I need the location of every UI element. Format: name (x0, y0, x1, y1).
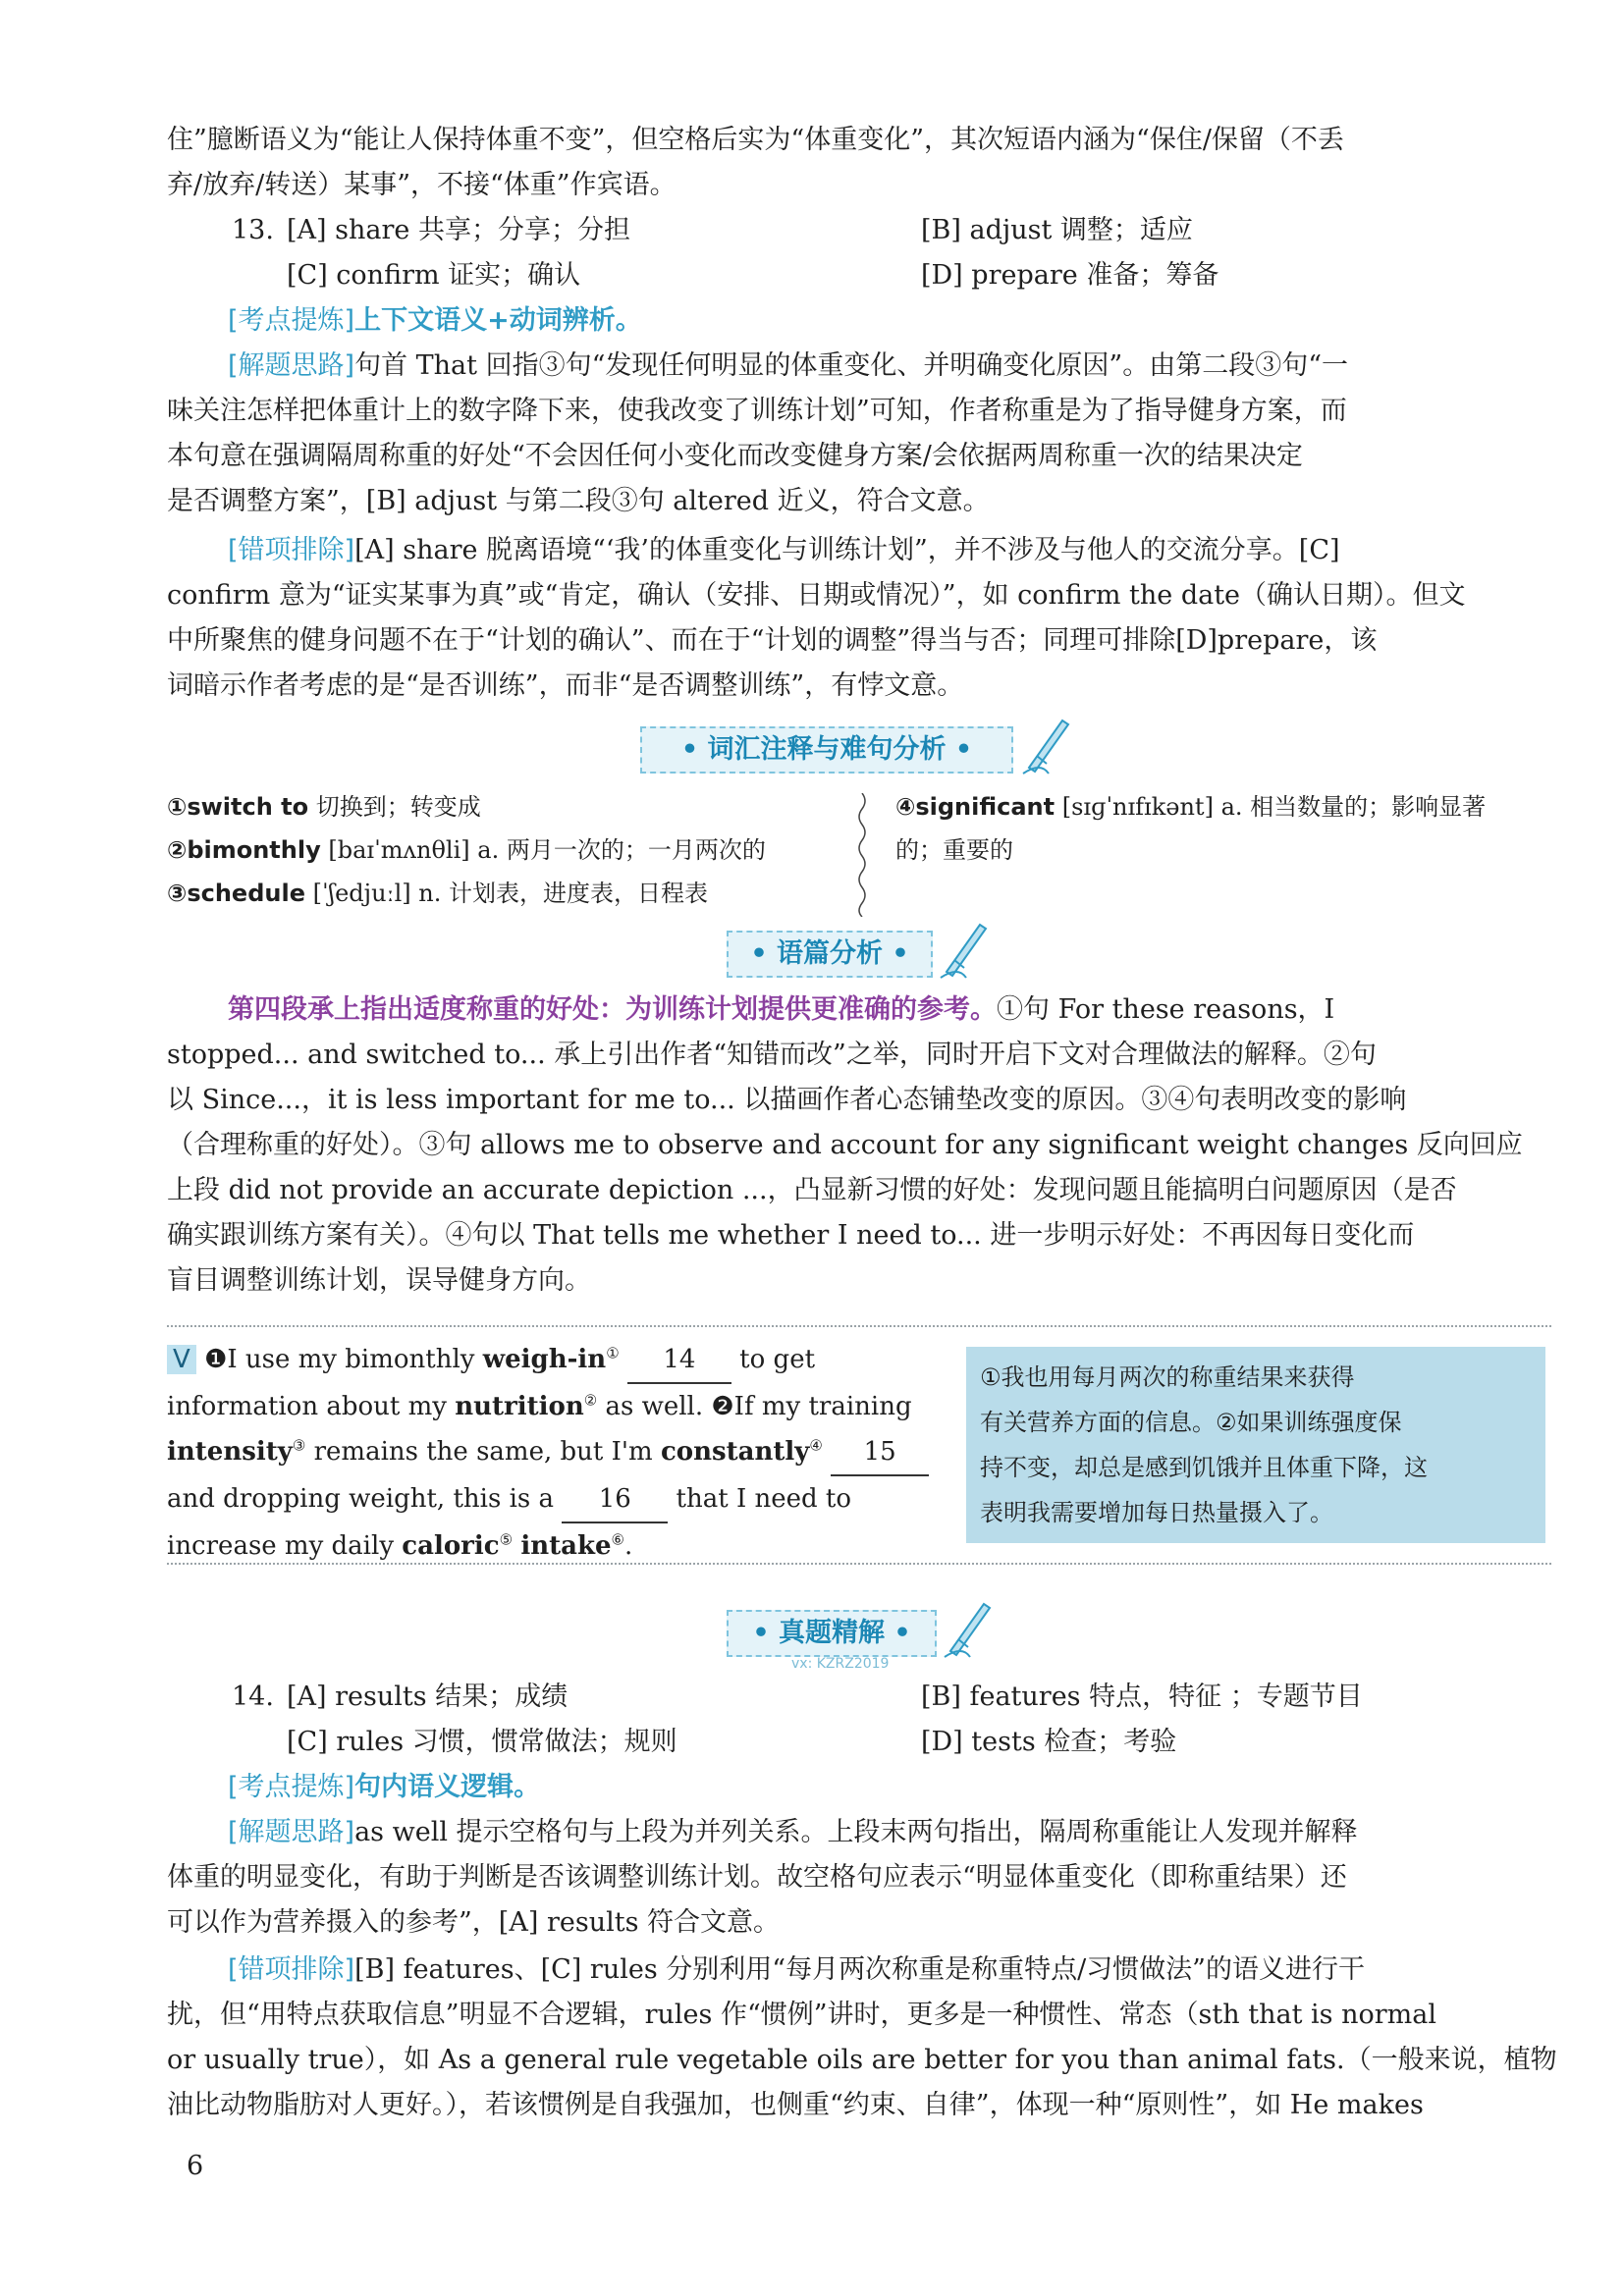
intro-paragraph (167, 118, 1551, 208)
vocab-item: ①switch to 切换到；转变成 (167, 793, 481, 821)
footnote-mark: ⑤ (499, 1530, 514, 1549)
text-line: 确实跟训练方案有关）。④句以 That tells me whether I need to... 进一步明示好处：不再因每日变化而 (167, 1220, 1415, 1251)
dotted-divider (167, 1325, 1551, 1327)
passage-text: increase my daily (167, 1531, 403, 1561)
elimination-tag: [错项排除] (228, 535, 355, 565)
option-c: [C] rules 习惯，惯常做法；规则 (287, 1727, 677, 1757)
text-line: 本句意在强调隔周称重的好处“不会因任何小变化而改变健身方案/会依据两周称重一次的结果决定 (167, 441, 1303, 471)
pen-icon (937, 917, 992, 982)
keyword: constantly (660, 1437, 810, 1467)
passage-text: as well. ❷If my training (597, 1392, 912, 1421)
footnote-mark: ④ (809, 1436, 823, 1455)
blank-14: 14 (627, 1337, 731, 1384)
page-number: 6 (187, 2151, 204, 2181)
q13-key-point (167, 298, 1551, 344)
passage-text: that I need to (668, 1484, 852, 1514)
vocab-item: ③schedule [ˈʃedjuːl] n. 计划表，进度表，日程表 (167, 880, 709, 907)
key-point-text: 上下文语义+动词辨析。 (354, 305, 642, 336)
option-b: [B] features 特点，特征 ；专题节目 (921, 1682, 1363, 1712)
text-line: 上段 did not provide an accurate depiction ...，凸显新习惯的好处：发现问题且能搞明白问题原因（是否 (167, 1175, 1457, 1205)
footnote-mark: ③ (292, 1436, 306, 1455)
text-line: confirm 意为“证实某事为真”或“肯定，确认（安排、日期或情况）”，如 confirm the date（确认日期）。但文 (167, 580, 1466, 611)
text-line: stopped... and switched to... 承上引出作者“知错而改”之举，同时开启下文对合理做法的解释。②句 (167, 1040, 1377, 1070)
option-a: [A] share 共享；分享；分担 (287, 215, 630, 245)
q13-elimination (167, 528, 1551, 709)
text-line: 味关注怎样把体重计上的数字降下来，使我改变了训练计划”可知，作者称重是为了指导健身方案，而 (167, 396, 1347, 426)
vocab-item: ④significant [sɪɡˈnɪfɪkənt] a. 相当数量的；影响显著 (895, 793, 1487, 821)
analysis-banner: • 语篇分析 • (727, 931, 933, 978)
translation-line: 有关营养方面的信息。②如果训练强度保 (980, 1409, 1402, 1436)
key-point-tag: [考点提炼] (228, 1772, 355, 1802)
text-line: 油比动物脂肪对人更好。），若该惯例是自我强加，也侧重“约束、自律”，体现一种“原则性”，如 He makes (167, 2090, 1424, 2120)
text-line: 以 Since...，it is less important for me to... 以描画作者心态铺垫改变的原因。③④句表明改变的影响 (167, 1085, 1407, 1115)
keyword: nutrition (455, 1392, 584, 1421)
keyword: caloric (402, 1531, 500, 1561)
option-b: [B] adjust 调整；适应 (921, 215, 1193, 245)
text-line: 弃/放弃/转送）某事”，不接“体重”作宾语。 (167, 170, 677, 200)
blank-15: 15 (831, 1429, 929, 1476)
solution-tag: [解题思路] (228, 1817, 355, 1847)
q14-elimination (167, 1948, 1557, 2128)
elimination-tag: [错项排除] (228, 1954, 355, 1985)
dotted-divider (167, 1563, 1551, 1565)
text-line: as well 提示空格句与上段为并列关系。上段末两句指出，隔周称重能让人发现并解释 (354, 1817, 1358, 1847)
vocab-item: ②bimonthly [baɪˈmʌnθli] a. 两月一次的；一月两次的 (167, 836, 766, 864)
paragraph-marker: V (167, 1345, 196, 1374)
question-number: 14. (232, 1682, 274, 1712)
q13-solution (167, 344, 1551, 524)
keyword: intensity (167, 1437, 293, 1467)
option-d: [D] tests 检查；考验 (921, 1727, 1177, 1757)
blank-16: 16 (562, 1476, 668, 1523)
wavy-divider (854, 793, 870, 917)
translation-line: ①我也用每月两次的称重结果来获得 (980, 1363, 1355, 1391)
passage-text: remains the same, but I'm (305, 1437, 661, 1467)
passage-text: ❶I use my bimonthly (204, 1345, 483, 1374)
translation-line: 持不变，却总是感到饥饿并且体重下降，这 (980, 1454, 1428, 1481)
pen-icon (1019, 713, 1074, 777)
passage-text: to get (731, 1345, 816, 1374)
q14-key-point (167, 1765, 1551, 1810)
text-line: 盲目调整训练计划，误导健身方向。 (167, 1265, 591, 1296)
watermark: vx: KZRZ2019 (791, 1656, 890, 1672)
option-a: [A] results 结果；成绩 (287, 1682, 568, 1712)
text-line: 体重的明显变化，有助于判断是否该调整训练计划。故空格句应表示“明显体重变化（即称重结果）还 (167, 1862, 1347, 1893)
key-point-text: 句内语义逻辑。 (354, 1772, 541, 1802)
analysis-lead: 第四段承上指出适度称重的好处：为训练计划提供更准确的参考。 (228, 994, 997, 1025)
keyword: weigh-in (482, 1345, 607, 1374)
passage-text: and dropping weight, this is a (167, 1484, 563, 1514)
text-line: 句首 That 回指③句“发现任何明显的体重变化、并明确变化原因”。由第二段③句“一 (354, 350, 1348, 381)
text-line: or usually true），如 As a general rule vegetable oils are better for you than animal fats.（一般来说，植物 (167, 2045, 1557, 2075)
vocab-banner: • 词汇注释与难句分析 • (640, 726, 1013, 774)
option-d: [D] prepare 准备；筹备 (921, 260, 1219, 291)
footnote-mark: ① (606, 1344, 620, 1362)
exam-banner: • 真题精解 • (727, 1610, 937, 1657)
key-point-tag: [考点提炼] (228, 305, 355, 336)
text-line: 中所聚焦的健身问题不在于“计划的确认”、而在于“计划的调整”得当与否；同理可排除[D]prepare，该 (167, 625, 1378, 656)
analysis-paragraph (167, 988, 1551, 1304)
footnote-mark: ② (583, 1391, 598, 1410)
footnote-mark: ⑥ (611, 1530, 624, 1549)
option-c: [C] confirm 证实；确认 (287, 260, 581, 291)
text-line: 可以作为营养摄入的参考”，[A] results 符合文意。 (167, 1907, 781, 1938)
text-line: ①句 For these reasons，I (997, 994, 1335, 1025)
text-line: 词暗示作者考虑的是“是否训练”，而非“是否调整训练”，有悖文意。 (167, 670, 964, 701)
passage-text: . (623, 1531, 633, 1561)
text-line: 是否调整方案”，[B] adjust 与第二段③句 altered 近义，符合文意。 (167, 486, 990, 516)
keyword: intake (520, 1531, 612, 1561)
text-line: 住”臆断语义为“能让人保持体重不变”，但空格后实为“体重变化”，其次短语内涵为“保住/保留（不丢 (167, 125, 1344, 155)
solution-tag: [解题思路] (228, 350, 355, 381)
translation-line: 表明我需要增加每日热量摄入了。 (980, 1499, 1333, 1526)
passage-excerpt (167, 1337, 943, 1569)
text-line: [B] features、[C] rules 分别利用“每月两次称重是称重特点/习惯做法”的语义进行干 (354, 1954, 1365, 1985)
q14-solution (167, 1810, 1551, 1946)
question-number: 13. (232, 215, 274, 245)
text-line: [A] share 脱离语境“‘我’的体重变化与训练计划”，并不涉及与他人的交流分享。[C] (354, 535, 1340, 565)
pen-icon (941, 1596, 996, 1661)
translation-box (966, 1347, 1545, 1543)
text-line: （合理称重的好处）。③句 allows me to observe and account for any significant weight changes 反向回应 (167, 1130, 1523, 1160)
passage-text: information about my (167, 1392, 456, 1421)
text-line: 扰，但“用特点获取信息”明显不合逻辑，rules 作“惯例”讲时，更多是一种惯性、常态（sth that is normal (167, 2000, 1436, 2030)
vocab-item-continued: 的；重要的 (895, 836, 1013, 864)
